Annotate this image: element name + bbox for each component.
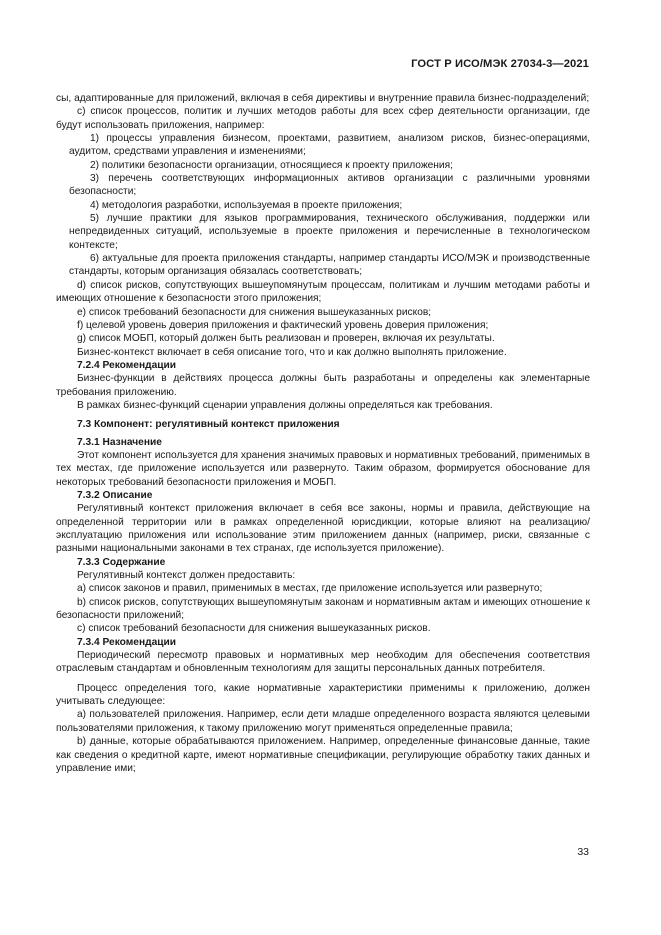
paragraph: сы, адаптированные для приложений, включая в себя директивы и внутренние правила бизнес-подразделений;: [56, 93, 590, 104]
page-number: 33: [577, 846, 589, 858]
list-item: c) список процессов, политик и лучших методов работы для всех сфер деятельности организации, где будут использовать приложения, например:: [56, 106, 590, 131]
list-item: b) данные, которые обрабатываются приложением. Например, определенные финансовые данные, такие как сведения о кредитной карте, имеют нормативные спецификации, регулирующие обработку таких данных и управление ими;: [56, 736, 590, 774]
list-item: a) список законов и правил, применимых в местах, где приложение используется или развернуто;: [77, 583, 543, 595]
paragraph: Бизнес-контекст включает в себя описание того, что и как должно выполнять приложение.: [77, 346, 507, 358]
list-item: 6) актуальные для проекта приложения стандарты, например стандарты ИСО/МЭК и производственные стандарты, которым организация обязалась соответствовать;: [69, 253, 590, 278]
paragraph: В рамках бизнес-функций сценарии управления должны определяться как требования.: [77, 399, 493, 411]
subsection-heading: 7.3.3 Содержание: [77, 556, 166, 568]
subsection-heading: 7.3.4 Рекомендации: [77, 636, 177, 648]
list-item: 1) процессы управления бизнесом, проектами, развитием, анализом рисков, бизнес-операциями, аудитом, средствами управления и изменениями;: [69, 133, 590, 158]
list-item: 3) перечень соответствующих информационных активов организации с различными уровнями безопасности;: [69, 173, 590, 198]
paragraph: Регулятивный контекст приложения включает в себя все законы, нормы и правила, действующие на определенной территории или в рамках определенной юрисдикции, которые влияют на реализацию/эксплуатацию приложения или использование этим приложением данных (например, риски, связанные с разными национальными законами в тех странах, где используется приложение).: [56, 503, 590, 555]
list-item: 2) политики безопасности организации, относящиеся к проекту приложения;: [90, 159, 453, 171]
page-header: ГОСТ Р ИСО/МЭК 27034-3—2021: [411, 58, 589, 70]
section-heading: 7.3 Компонент: регулятивный контекст приложения: [77, 419, 340, 431]
list-item: b) список рисков, сопутствующих вышеупомянутым законам и нормативным актам и имеющих отношение к безопасности приложений;: [56, 596, 590, 622]
list-item: d) список рисков, сопутствующих вышеупомянутым процессам, политикам и лучшим методами работы и имеющих отношение к безопасности этого приложения;: [56, 279, 590, 305]
subsection-heading: 7.3.2 Описание: [77, 489, 153, 501]
list-item: e) список требований безопасности для снижения вышеуказанных рисков;: [77, 306, 432, 318]
subsection-heading: 7.3.1 Назначение: [77, 436, 162, 448]
paragraph: Бизнес-функции в действиях процесса должны быть разработаны и определены как элементарные требования приложению.: [56, 373, 590, 398]
page-body: [56, 92, 590, 775]
list-item: 5) лучшие практики для языков программирования, технического обслуживания, поддержки или непредвиденных ситуаций, используемые в проекте приложения и перечисленные в технологическом контексте;: [69, 213, 590, 251]
subsection-heading: 7.2.4 Рекомендации: [77, 359, 177, 371]
list-item: c) список требований безопасности для снижения вышеуказанных рисков.: [77, 623, 431, 635]
list-item: 4) методология разработки, используемая в проекте приложения;: [90, 199, 403, 211]
list-item: g) список МОБП, который должен быть реализован и проверен, включая их результаты.: [77, 333, 495, 345]
paragraph: Периодический пересмотр правовых и нормативных мер необходим для обеспечения соответствия отраслевым стандартам и обновленным технологиям для защиты персональных данных потребителя.: [56, 650, 590, 675]
paragraph: Этот компонент используется для хранения значимых правовых и нормативных требований, применимых в тех местах, где приложение используется или развернуто. Таким образом, формируется обоснование для некоторых требований безопасности приложения и МОБП.: [56, 449, 590, 488]
paragraph: Регулятивный контекст должен предоставить:: [77, 570, 296, 582]
list-item: f) целевой уровень доверия приложения и фактический уровень доверия приложения;: [77, 319, 489, 331]
paragraph: Процесс определения того, какие нормативные характеристики применимы к приложению, должен учитывать следующее:: [56, 682, 590, 708]
list-item: a) пользователей приложения. Например, если дети младше определенного возраста являются целевыми пользователями приложения, к такому приложению могут применяться определенные правила;: [56, 709, 590, 734]
